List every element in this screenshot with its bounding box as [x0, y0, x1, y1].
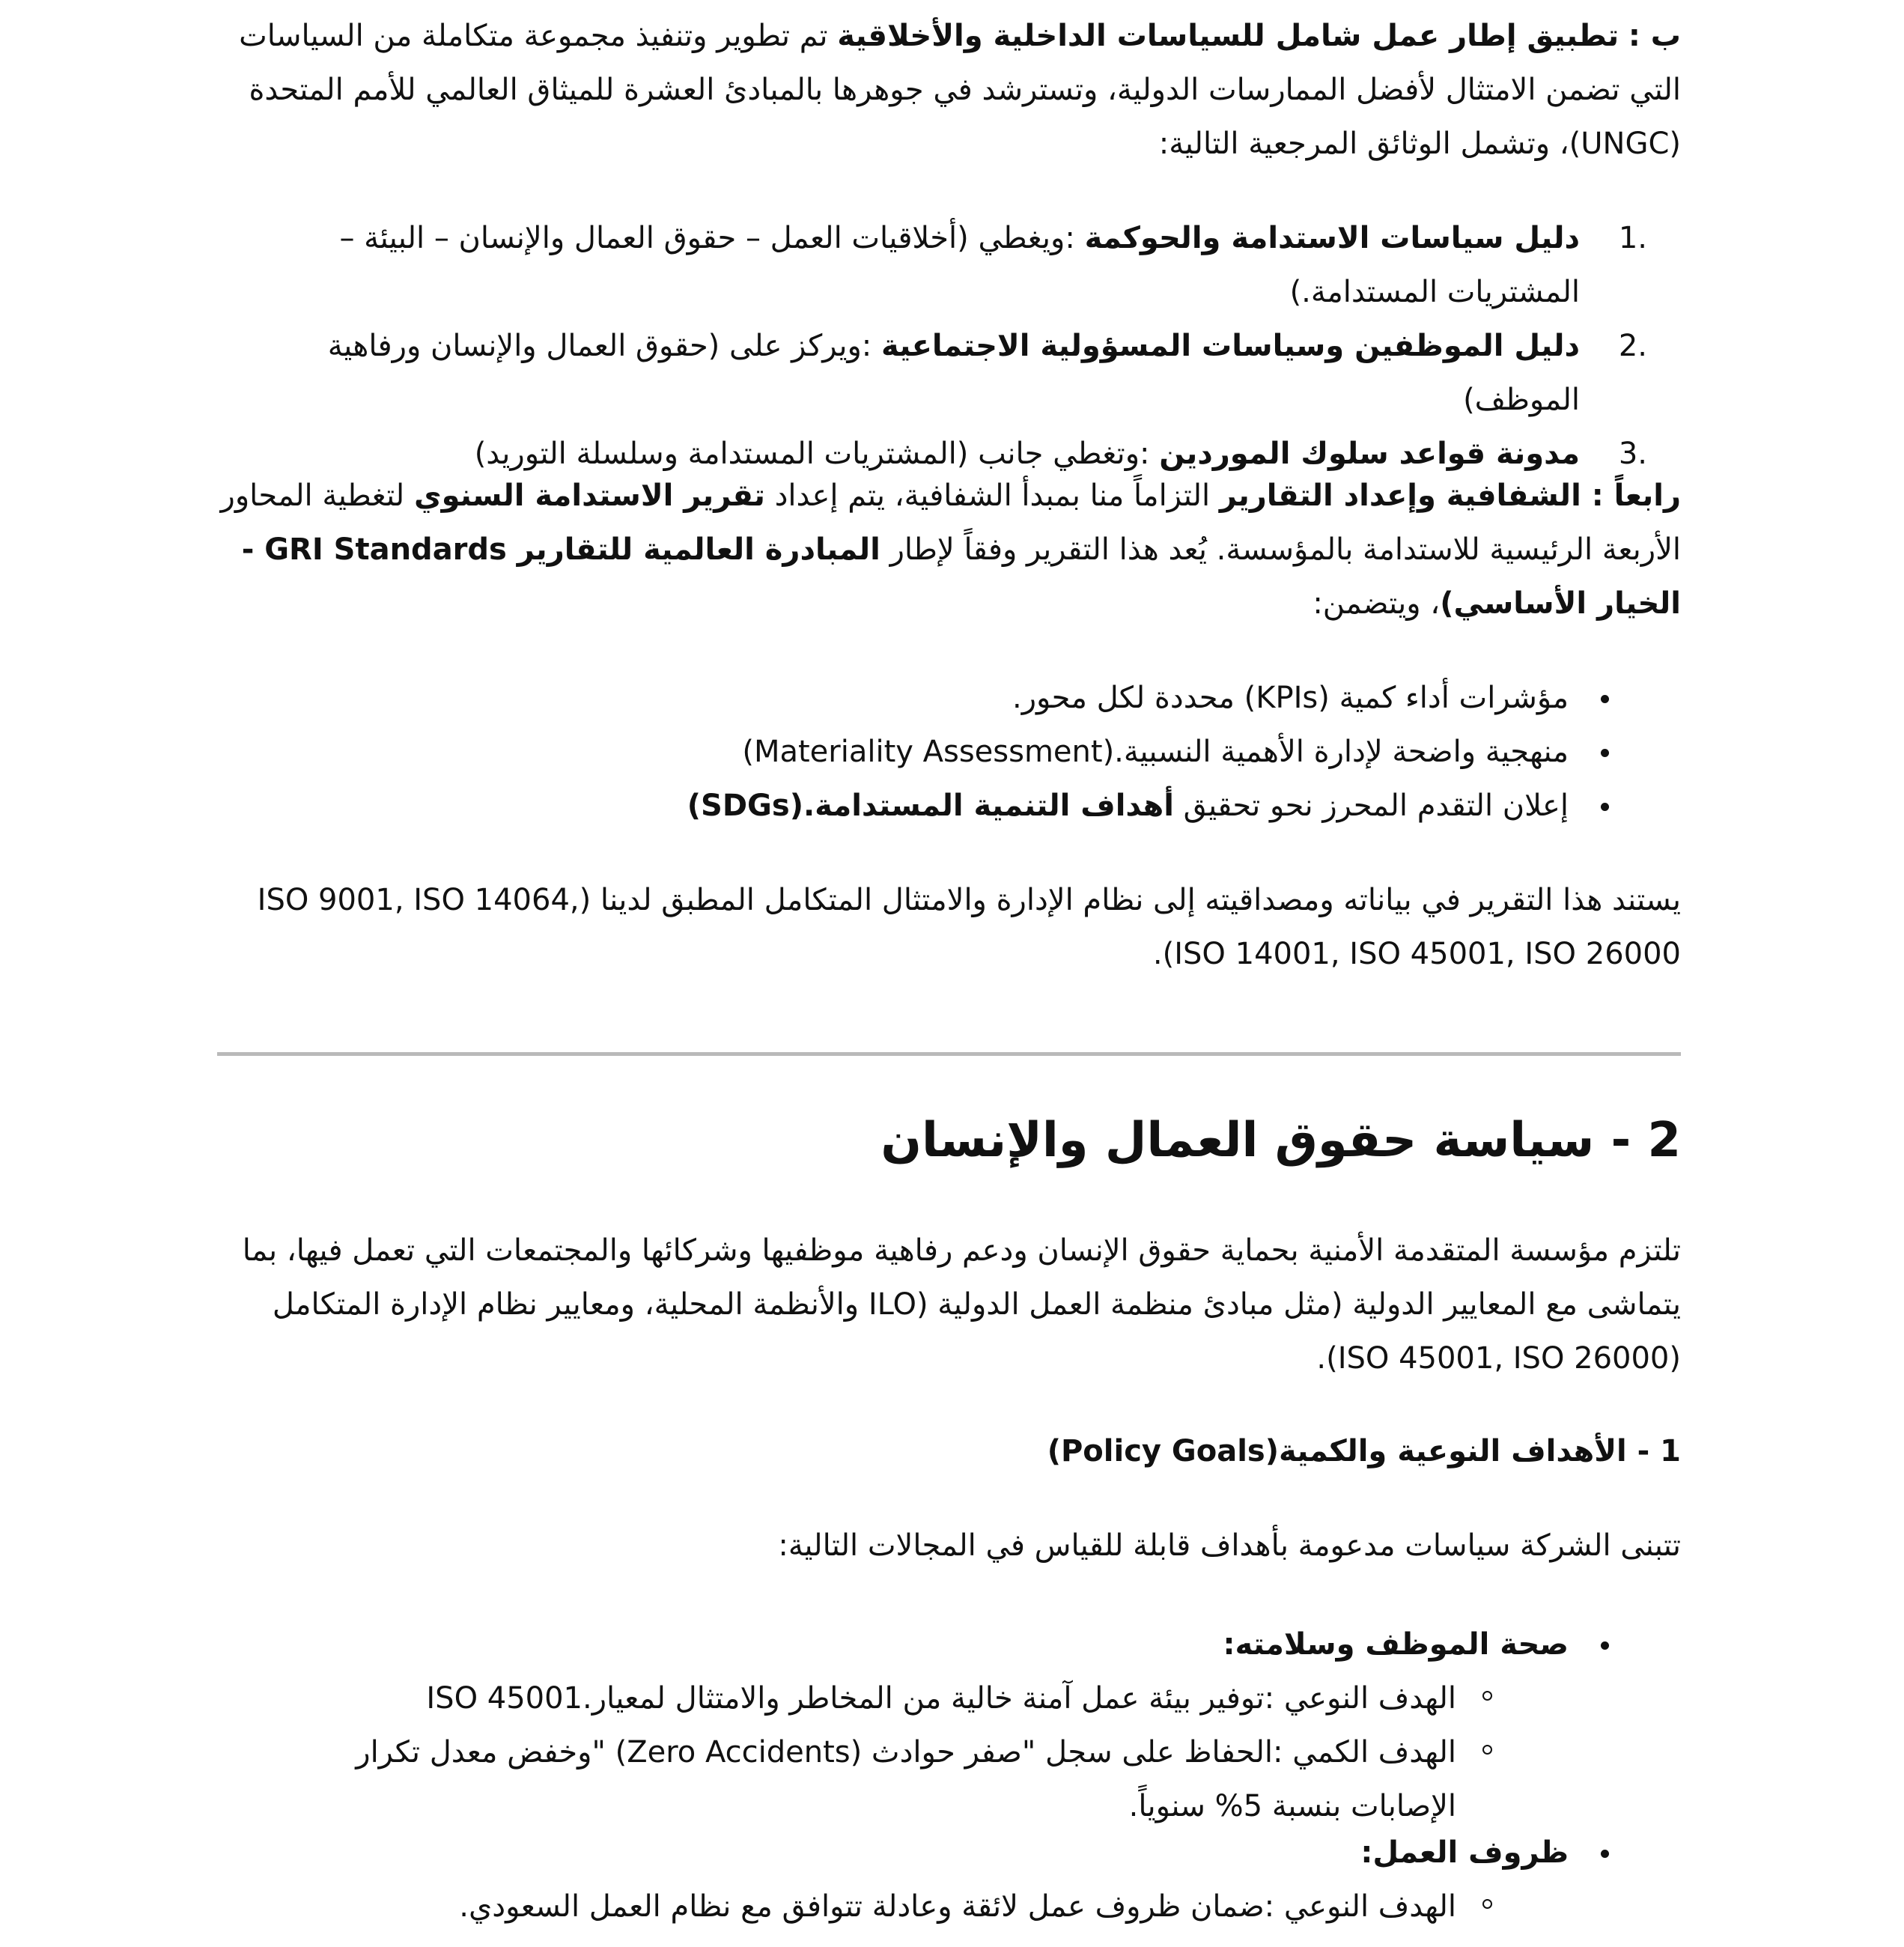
framework-name: المبادرة العالمية للتقارير GRI Standards - الخيار الأساسي) — [241, 532, 1681, 621]
transparency-text-1: التزاماً منا بمبدأ الشفافية، يتم إعداد — [764, 479, 1220, 513]
goal-area-work-conditions — [243, 1826, 1681, 1934]
section-divider — [217, 1052, 1681, 1056]
intro-b-text: تم تطوير وتنفيذ مجموعة متكاملة من السياسات التي تضمن الامتثال لأفضل الممارسات الدولية، وتسترشد في جوهرها بالمبادئ العشرة للميثاق العالمي للأمم المتحدة (UNGC)، وتشمل الوثائق المرجعية التالية: — [239, 19, 1681, 161]
policy-doc-title: دليل الموظفين وسياسات المسؤولية الاجتماعية — [881, 329, 1580, 363]
policy-doc-text: :وتغطي جانب (المشتريات المستدامة وسلسلة التوريد) — [474, 437, 1160, 471]
list-item — [243, 671, 1681, 725]
policy-doc-text: :ويغطي (أخلاقيات العمل – حقوق العمال والإنسان – البيئة – المشتريات المستدامة.) — [339, 221, 1580, 309]
goal-text: الهدف النوعي :ضمان ظروف عمل لائقة وعادلة تتوافق مع نظام العمل السعودي. — [459, 1889, 1456, 1924]
goal-text: الهدف النوعي :توفير بيئة عمل آمنة خالية من المخاطر والامتثال لمعيار.ISO 45001 — [426, 1681, 1456, 1716]
bullet-icon — [1601, 695, 1609, 703]
list-item — [243, 211, 1681, 319]
goal-area-title-text: صحة الموظف وسلامته: — [1223, 1627, 1569, 1662]
transparency-text-3: ، ويتضمن: — [1313, 586, 1441, 621]
intro-paragraph-b — [217, 9, 1681, 171]
transparency-paragraph — [217, 469, 1681, 631]
hollow-bullet-icon — [1482, 1899, 1492, 1909]
section-heading: 2 - سياسة حقوق العمال والإنسان — [880, 1113, 1681, 1168]
goal-area-title-text: ظروف العمل: — [1360, 1835, 1569, 1870]
report-contents-list — [243, 671, 1681, 833]
intro-b-label: ب : — [1628, 19, 1681, 53]
list-number: .3 — [1618, 437, 1647, 471]
list-item — [243, 725, 1681, 779]
goal-sub-list — [243, 1671, 1681, 1833]
list-number: .2 — [1618, 329, 1647, 363]
intro-b-title: تطبيق إطار عمل شامل للسياسات الداخلية والأخلاقية — [837, 19, 1619, 53]
document-page — [217, 0, 1681, 1947]
list-item — [243, 1880, 1681, 1934]
goals-intro-paragraph: تتبنى الشركة سياسات مدعومة بأهداف قابلة للقياس في المجالات التالية: — [778, 1528, 1681, 1563]
policy-doc-text: :ويركز على (حقوق العمال والإنسان ورفاهية الموظف) — [327, 329, 1580, 417]
list-item-text: مؤشرات أداء كمية (KPIs) محددة لكل محور. — [1012, 681, 1569, 715]
list-number: .1 — [1618, 221, 1647, 255]
iso-basis-paragraph: يستند هذا التقرير في بياناته ومصداقيته إلى نظام الإدارة والامتثال المتكامل المطبق لدينا (ISO 9001, ISO 14064, ISO 14001, ISO 45001, ISO 26000). — [257, 883, 1681, 971]
report-name: تقرير الاستدامة السنوي — [413, 479, 765, 513]
goal-text: الهدف الكمي :الحفاظ على سجل "صفر حوادث (Zero Accidents) "وخفض معدل تكرار الإصابات بنسبة 5% سنوياً. — [356, 1735, 1456, 1823]
list-item — [243, 1725, 1681, 1833]
hollow-bullet-icon — [1482, 1745, 1492, 1755]
list-item-bold-text: أهداف التنمية المستدامة.(SDGs) — [687, 789, 1174, 823]
goals-subheading: 1 - الأهداف النوعية والكمية(Policy Goals) — [1047, 1434, 1681, 1468]
list-item — [243, 1671, 1681, 1725]
policy-documents-list — [243, 211, 1681, 481]
commitment-paragraph: تلتزم مؤسسة المتقدمة الأمنية بحماية حقوق الإنسان ودعم رفاهية موظفيها وشركائها والمجتمعات التي تعمل فيها، بما يتماشى مع المعايير الدولية (مثل مبادئ منظمة العمل الدولية (ILO والأنظمة المحلية، ومعايير نظام الإدارة المتكامل (ISO 45001, ISO 26000). — [242, 1233, 1681, 1376]
list-item — [243, 319, 1681, 427]
bullet-icon — [1601, 1850, 1609, 1858]
transparency-label: رابعاً : الشفافية وإعداد التقارير — [1219, 479, 1681, 513]
goal-area-title — [243, 1826, 1681, 1880]
transparency-text-2: لتغطية المحاور الأربعة الرئيسية للاستدامة بالمؤسسة. يُعد هذا التقرير وفقاً لإطار — [220, 479, 1681, 567]
policy-doc-title: دليل سياسات الاستدامة والحوكمة — [1084, 221, 1580, 255]
list-item-text: منهجية واضحة لإدارة الأهمية النسبية.(Materiality Assessment) — [742, 735, 1569, 769]
goal-area-health-safety — [243, 1618, 1681, 1833]
hollow-bullet-icon — [1482, 1691, 1492, 1701]
goal-area-title — [243, 1618, 1681, 1671]
policy-doc-title: مدونة قواعد سلوك الموردين — [1159, 437, 1580, 471]
goal-sub-list — [243, 1880, 1681, 1934]
list-item-text: إعلان التقدم المحرز نحو تحقيق — [1173, 789, 1569, 823]
bullet-icon — [1601, 749, 1609, 757]
bullet-icon — [1601, 803, 1609, 811]
bullet-icon — [1601, 1641, 1609, 1650]
list-item — [243, 779, 1681, 833]
